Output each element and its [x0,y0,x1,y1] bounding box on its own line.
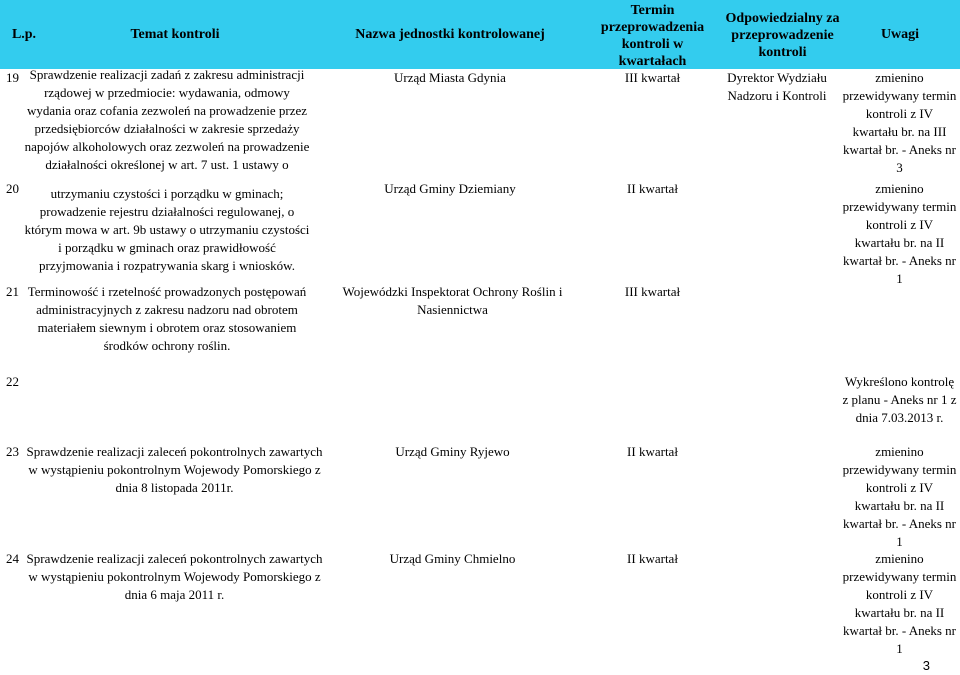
row-20-lp: 20 [6,181,19,196]
row-19-termin: III kwartał [624,70,681,85]
header-termin: Termin przeprowadzenia kontroli w kwartałach [600,3,705,69]
row-19-temat: Sprawdzenie realizacji zadań z zakresu administracji rządowej w przedmiocie: wydawania, odmowy wydania oraz cofania zezwoleń na prowadzenie przez przedsiębiorców działalności w zakresie sprzedaży napojów alkoholowych oraz zezwoleń na prowadzenie działalności określonej w art. 7 ust. 1 ustawy o [24,67,310,172]
header-uwagi: Uwagi [880,27,920,42]
row-24-temat: Sprawdzenie realizacji zaleceń pokontrolnych zawartych w wystąpieniu pokontrolnym Wojewody Pomorskiego z dnia 6 maja 2011 r. [26,551,323,602]
header-lp: L.p. [11,27,37,42]
row-24-lp: 24 [6,551,19,566]
row-24-termin: II kwartał [627,551,678,566]
page-number: 3 [922,658,930,673]
row-24-uwagi: zmienino przewidywany termin kontroli z IV kwartału br. na II kwartał br. - Aneks nr 1 [842,551,957,656]
header-odpowiedzialny: Odpowiedzialny za przeprowadzenie kontroli [725,11,840,60]
header-temat: Temat kontroli [130,27,220,42]
row-23-temat: Sprawdzenie realizacji zaleceń pokontrolnych zawartych w wystąpieniu pokontrolnym Wojewody Pomorskiego z dnia 8 listopada 2011r. [26,444,323,495]
row-20-uwagi: zmienino przewidywany termin kontroli z IV kwartału br. na II kwartał br. - Aneks nr 1 [842,181,957,286]
row-22-lp: 22 [6,374,19,389]
row-24-jednostka: Urząd Gminy Chmielno [389,551,516,566]
row-23-termin: II kwartał [627,444,678,459]
row-19-uwagi: zmienino przewidywany termin kontroli z IV kwartału br. na III kwartał br. - Aneks nr 3 [842,70,957,175]
row-19-lp: 19 [6,70,19,85]
header-jednostka: Nazwa jednostki kontrolowanej [355,27,545,42]
row-21-temat: Terminowość i rzetelność prowadzonych postępowań administracyjnych z zakresu nadzoru nad obrotem materiałem siewnym i obrotem oraz stosowaniem środków ochrony roślin. [27,284,307,353]
row-20-temat: utrzymaniu czystości i porządku w gminach; prowadzenie rejestru działalności regulowanej, o którym mowa w art. 9b ustawy o utrzymaniu czystości i porządku w gminach oraz prawidłowość przyjmowania i rozpatrywania skarg i wniosków. [24,186,310,273]
row-19-jednostka: Urząd Miasta Gdynia [394,70,506,85]
row-22-uwagi: Wykreślono kontrolę z planu - Aneks nr 1 z dnia 7.03.2013 r. [842,374,957,425]
row-23-uwagi: zmienino przewidywany termin kontroli z IV kwartału br. na II kwartał br. - Aneks nr 1 [842,444,957,549]
row-20-jednostka: Urząd Gminy Dziemiany [384,181,516,196]
row-23-lp: 23 [6,444,19,459]
row-19-odpowiedzialny: Dyrektor Wydziału Nadzoru i Kontroli [727,70,827,103]
row-21-jednostka: Wojewódzki Inspektorat Ochrony Roślin i Nasiennictwa [342,284,563,317]
row-21-termin: III kwartał [624,284,681,299]
row-23-jednostka: Urząd Gminy Ryjewo [395,444,510,459]
row-20-termin: II kwartał [627,181,678,196]
row-21-lp: 21 [6,284,19,299]
